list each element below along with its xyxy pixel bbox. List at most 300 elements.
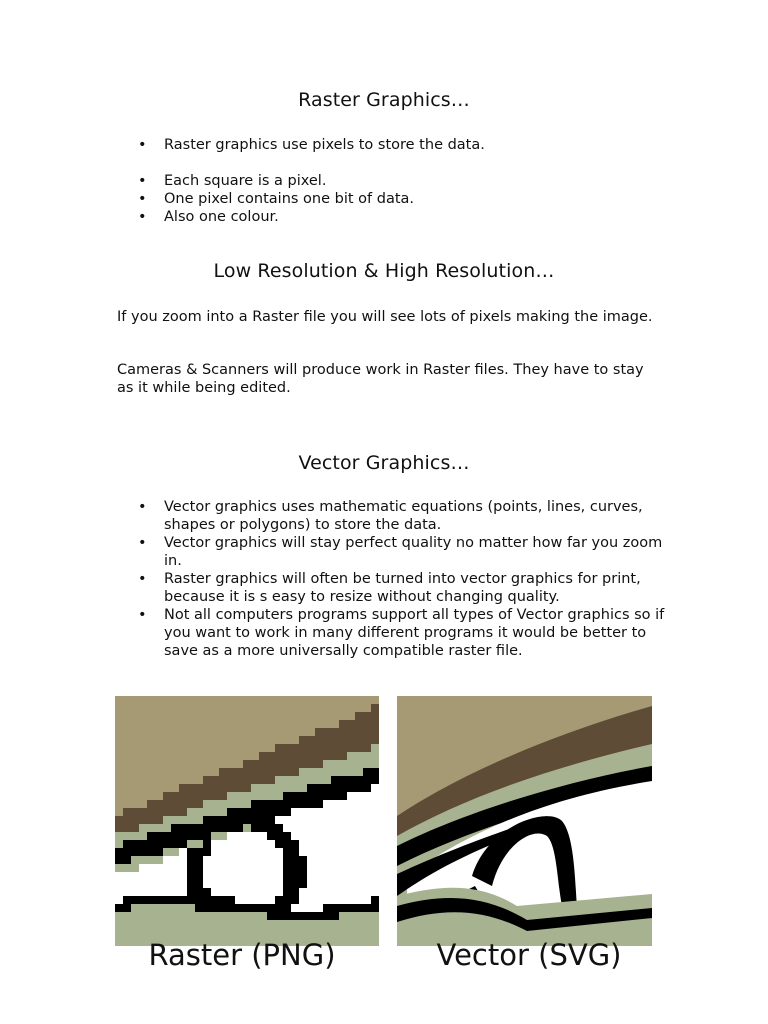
- raster-pixel: [355, 752, 363, 760]
- raster-pixel: [195, 696, 203, 704]
- raster-pixel: [243, 848, 251, 856]
- raster-pixel: [355, 848, 363, 856]
- raster-pixel: [155, 808, 163, 816]
- raster-pixel: [195, 832, 203, 840]
- raster-pixel: [235, 840, 243, 848]
- raster-pixel: [195, 824, 203, 832]
- raster-pixel: [163, 816, 171, 824]
- raster-pixel: [339, 880, 347, 888]
- raster-pixel: [123, 784, 131, 792]
- raster-pixel: [139, 832, 147, 840]
- raster-pixel: [363, 760, 371, 768]
- raster-pixel: [371, 872, 379, 880]
- raster-pixel: [291, 928, 299, 936]
- raster-pixel: [227, 888, 235, 896]
- raster-pixel: [203, 864, 211, 872]
- raster-pixel: [259, 696, 267, 704]
- raster-pixel: [147, 776, 155, 784]
- raster-pixel: [267, 720, 275, 728]
- raster-pixel: [179, 904, 187, 912]
- raster-pixel: [291, 720, 299, 728]
- raster-pixel: [187, 880, 195, 888]
- raster-pixel: [155, 824, 163, 832]
- raster-pixel: [195, 928, 203, 936]
- raster-pixel: [347, 840, 355, 848]
- raster-pixel: [323, 712, 331, 720]
- raster-pixel: [267, 840, 275, 848]
- raster-pixel: [355, 856, 363, 864]
- raster-pixel: [131, 832, 139, 840]
- raster-pixel: [235, 784, 243, 792]
- raster-pixel: [275, 712, 283, 720]
- raster-pixel: [339, 832, 347, 840]
- raster-pixel: [115, 904, 123, 912]
- raster-pixel: [331, 776, 339, 784]
- raster-pixel: [355, 744, 363, 752]
- raster-pixel: [323, 728, 331, 736]
- raster-pixel: [179, 912, 187, 920]
- raster-pixel: [163, 784, 171, 792]
- raster-pixel: [283, 800, 291, 808]
- raster-pixel: [171, 776, 179, 784]
- raster-pixel: [331, 888, 339, 896]
- raster-pixel: [331, 744, 339, 752]
- raster-pixel: [195, 800, 203, 808]
- raster-pixel: [283, 904, 291, 912]
- raster-pixel: [283, 888, 291, 896]
- raster-pixel: [267, 896, 275, 904]
- raster-pixel: [371, 696, 379, 704]
- raster-pixel: [339, 768, 347, 776]
- raster-pixel: [355, 768, 363, 776]
- raster-pixel: [347, 784, 355, 792]
- raster-pixel: [163, 792, 171, 800]
- raster-pixel: [139, 800, 147, 808]
- raster-pixel: [315, 928, 323, 936]
- raster-pixel: [371, 912, 379, 920]
- raster-pixel: [291, 736, 299, 744]
- raster-pixel: [147, 848, 155, 856]
- raster-pixel: [187, 696, 195, 704]
- raster-pixel: [323, 784, 331, 792]
- raster-pixel: [211, 832, 219, 840]
- raster-pixel: [163, 904, 171, 912]
- raster-pixel: [139, 824, 147, 832]
- raster-pixel: [299, 720, 307, 728]
- raster-pixel: [203, 840, 211, 848]
- raster-pixel: [131, 904, 139, 912]
- raster-pixel: [235, 712, 243, 720]
- raster-pixel: [235, 816, 243, 824]
- raster-pixel: [267, 768, 275, 776]
- raster-pixel: [203, 752, 211, 760]
- raster-pixel: [363, 848, 371, 856]
- raster-pixel: [115, 856, 123, 864]
- raster-pixel: [187, 736, 195, 744]
- raster-pixel: [243, 800, 251, 808]
- raster-pixel: [299, 824, 307, 832]
- raster-pixel: [227, 776, 235, 784]
- raster-pixel: [115, 752, 123, 760]
- raster-pixel: [323, 816, 331, 824]
- raster-pixel: [251, 912, 259, 920]
- raster-pixel: [275, 760, 283, 768]
- raster-pixel: [347, 808, 355, 816]
- raster-pixel: [171, 792, 179, 800]
- raster-pixel: [195, 856, 203, 864]
- raster-pixel: [291, 824, 299, 832]
- raster-pixel: [315, 856, 323, 864]
- raster-pixel: [227, 928, 235, 936]
- raster-pixel: [219, 864, 227, 872]
- raster-pixel: [139, 720, 147, 728]
- raster-pixel: [315, 728, 323, 736]
- raster-pixel: [131, 920, 139, 928]
- raster-pixel: [219, 928, 227, 936]
- raster-pixel: [363, 696, 371, 704]
- raster-pixel: [267, 824, 275, 832]
- raster-pixel: [267, 776, 275, 784]
- raster-pixel: [123, 792, 131, 800]
- raster-pixel: [163, 720, 171, 728]
- raster-pixel: [139, 704, 147, 712]
- raster-pixel: [211, 784, 219, 792]
- raster-pixel: [363, 872, 371, 880]
- raster-pixel: [371, 864, 379, 872]
- raster-pixel: [299, 856, 307, 864]
- vector-graphics-heading: Vector Graphics…: [298, 452, 470, 474]
- raster-pixel: [299, 760, 307, 768]
- list-item: • Each square is a pixel.: [117, 172, 677, 190]
- raster-pixel: [363, 752, 371, 760]
- raster-pixel: [163, 872, 171, 880]
- raster-pixel: [139, 840, 147, 848]
- raster-pixel: [211, 896, 219, 904]
- raster-pixel: [243, 864, 251, 872]
- raster-pixel: [147, 784, 155, 792]
- raster-pixel: [195, 904, 203, 912]
- raster-pixel: [283, 752, 291, 760]
- raster-pixel: [139, 808, 147, 816]
- raster-pixel: [179, 808, 187, 816]
- raster-pixel: [147, 832, 155, 840]
- raster-pixel: [211, 752, 219, 760]
- raster-pixel: [203, 920, 211, 928]
- raster-pixel: [371, 704, 379, 712]
- raster-pixel: [251, 864, 259, 872]
- raster-pixel: [147, 736, 155, 744]
- raster-pixel: [307, 792, 315, 800]
- raster-pixel: [275, 816, 283, 824]
- raster-pixel: [187, 832, 195, 840]
- raster-pixel: [179, 920, 187, 928]
- raster-pixel: [283, 784, 291, 792]
- raster-pixel: [147, 808, 155, 816]
- raster-pixel: [195, 760, 203, 768]
- raster-pixel: [315, 872, 323, 880]
- raster-pixel: [251, 896, 259, 904]
- raster-pixel: [227, 744, 235, 752]
- raster-pixel: [195, 912, 203, 920]
- raster-pixel: [155, 728, 163, 736]
- raster-pixel: [147, 720, 155, 728]
- raster-pixel: [363, 808, 371, 816]
- raster-pixel: [251, 840, 259, 848]
- raster-pixel: [355, 864, 363, 872]
- raster-pixel: [331, 856, 339, 864]
- raster-pixel: [187, 848, 195, 856]
- raster-pixel: [371, 792, 379, 800]
- raster-pixel: [171, 904, 179, 912]
- raster-pixel: [323, 920, 331, 928]
- raster-pixel: [267, 696, 275, 704]
- raster-pixel: [275, 736, 283, 744]
- raster-pixel: [171, 720, 179, 728]
- raster-pixel: [371, 776, 379, 784]
- raster-pixel: [243, 880, 251, 888]
- raster-pixel: [163, 896, 171, 904]
- raster-pixel: [323, 872, 331, 880]
- raster-pixel: [267, 736, 275, 744]
- raster-pixel: [323, 800, 331, 808]
- raster-pixel: [307, 728, 315, 736]
- raster-pixel: [243, 824, 251, 832]
- raster-pixel: [251, 704, 259, 712]
- raster-pixel: [339, 792, 347, 800]
- raster-pixel: [155, 712, 163, 720]
- raster-pixel: [195, 848, 203, 856]
- raster-pixel: [355, 832, 363, 840]
- raster-pixel: [259, 776, 267, 784]
- raster-pixel: [211, 808, 219, 816]
- raster-pixel: [251, 800, 259, 808]
- raster-pixel: [187, 928, 195, 936]
- raster-pixel: [123, 928, 131, 936]
- raster-pixel: [211, 848, 219, 856]
- raster-pixel: [123, 848, 131, 856]
- raster-pixel: [235, 696, 243, 704]
- raster-pixel: [291, 760, 299, 768]
- raster-pixel: [339, 704, 347, 712]
- raster-pixel: [187, 728, 195, 736]
- raster-pixel: [195, 704, 203, 712]
- raster-pixel: [355, 792, 363, 800]
- raster-pixel: [323, 864, 331, 872]
- resolution-paragraph-1: If you zoom into a Raster file you will see lots of pixels making the image.: [117, 309, 653, 325]
- raster-pixel: [163, 912, 171, 920]
- raster-pixel: [315, 736, 323, 744]
- raster-pixel: [339, 744, 347, 752]
- raster-pixel: [299, 752, 307, 760]
- raster-pixel: [299, 848, 307, 856]
- raster-pixel: [355, 920, 363, 928]
- raster-pixel: [123, 768, 131, 776]
- raster-pixel: [371, 848, 379, 856]
- raster-pixel: [187, 776, 195, 784]
- raster-pixel: [131, 800, 139, 808]
- raster-pixel: [163, 928, 171, 936]
- raster-pixel: [347, 752, 355, 760]
- raster-pixel: [259, 704, 267, 712]
- raster-pixel: [339, 864, 347, 872]
- raster-pixel: [123, 728, 131, 736]
- raster-pixel: [187, 864, 195, 872]
- raster-pixel: [339, 816, 347, 824]
- raster-pixel: [235, 752, 243, 760]
- raster-pixel: [363, 776, 371, 784]
- raster-pixel: [291, 896, 299, 904]
- raster-pixel: [283, 872, 291, 880]
- raster-pixel: [131, 912, 139, 920]
- raster-pixel: [235, 736, 243, 744]
- raster-pixel: [331, 696, 339, 704]
- raster-pixel: [363, 720, 371, 728]
- raster-pixel: [243, 808, 251, 816]
- raster-pixel: [115, 816, 123, 824]
- raster-pixel: [315, 776, 323, 784]
- raster-pixel: [275, 824, 283, 832]
- raster-pixel: [275, 856, 283, 864]
- raster-pixel: [235, 720, 243, 728]
- raster-pixel: [171, 784, 179, 792]
- raster-pixel: [227, 848, 235, 856]
- raster-pixel: [259, 856, 267, 864]
- raster-pixel: [259, 824, 267, 832]
- raster-pixel: [115, 768, 123, 776]
- raster-pixel: [131, 808, 139, 816]
- raster-pixel: [123, 720, 131, 728]
- raster-pixel: [283, 696, 291, 704]
- raster-pixel: [187, 768, 195, 776]
- raster-pixel: [315, 912, 323, 920]
- raster-pixel: [227, 736, 235, 744]
- raster-pixel: [259, 880, 267, 888]
- raster-pixel: [259, 768, 267, 776]
- raster-pixel: [115, 792, 123, 800]
- raster-pixel: [179, 784, 187, 792]
- raster-pixel: [203, 808, 211, 816]
- raster-pixel: [347, 792, 355, 800]
- raster-pixel: [163, 696, 171, 704]
- raster-pixel: [331, 728, 339, 736]
- raster-pixel: [275, 928, 283, 936]
- raster-pixel: [371, 800, 379, 808]
- raster-pixel: [251, 744, 259, 752]
- raster-pixel: [235, 760, 243, 768]
- raster-pixel: [307, 848, 315, 856]
- raster-pixel: [355, 888, 363, 896]
- raster-pixel: [219, 912, 227, 920]
- raster-pixel: [347, 872, 355, 880]
- raster-pixel: [203, 784, 211, 792]
- raster-pixel: [235, 848, 243, 856]
- raster-pixel: [243, 736, 251, 744]
- raster-pixel: [267, 784, 275, 792]
- raster-pixel: [371, 712, 379, 720]
- raster-pixel: [307, 888, 315, 896]
- raster-pixel: [291, 752, 299, 760]
- raster-pixel: [155, 744, 163, 752]
- raster-pixel: [347, 800, 355, 808]
- raster-pixel: [195, 840, 203, 848]
- raster-pixel: [211, 888, 219, 896]
- raster-pixel: [243, 816, 251, 824]
- raster-pixel: [291, 816, 299, 824]
- raster-pixel: [283, 768, 291, 776]
- raster-bullets-a: [117, 136, 677, 154]
- raster-pixel: [203, 832, 211, 840]
- raster-pixel: [155, 904, 163, 912]
- raster-pixel: [251, 824, 259, 832]
- raster-pixel: [219, 752, 227, 760]
- raster-pixel: [275, 704, 283, 712]
- raster-pixel: [339, 800, 347, 808]
- raster-pixel: [315, 712, 323, 720]
- raster-pixel: [203, 736, 211, 744]
- raster-pixel: [227, 856, 235, 864]
- raster-pixel: [187, 744, 195, 752]
- raster-pixel: [171, 744, 179, 752]
- raster-pixel: [339, 904, 347, 912]
- raster-pixel: [219, 760, 227, 768]
- raster-pixel: [243, 784, 251, 792]
- raster-pixel: [131, 864, 139, 872]
- raster-pixel: [363, 704, 371, 712]
- raster-pixel: [307, 752, 315, 760]
- raster-pixel: [203, 744, 211, 752]
- raster-pixel: [179, 928, 187, 936]
- raster-pixel: [235, 704, 243, 712]
- raster-pixel: [347, 712, 355, 720]
- raster-pixel: [219, 848, 227, 856]
- raster-pixel: [227, 840, 235, 848]
- raster-pixel: [259, 736, 267, 744]
- raster-pixel: [187, 840, 195, 848]
- raster-pixel: [171, 896, 179, 904]
- raster-pixel: [219, 784, 227, 792]
- raster-pixel: [203, 816, 211, 824]
- raster-pixel: [259, 800, 267, 808]
- raster-pixel: [323, 752, 331, 760]
- raster-pixel: [115, 864, 123, 872]
- raster-pixel: [275, 752, 283, 760]
- list-item: • One pixel contains one bit of data.: [117, 190, 677, 208]
- raster-pixel: [339, 856, 347, 864]
- raster-pixel: [243, 888, 251, 896]
- raster-pixel: [219, 824, 227, 832]
- raster-pixel: [371, 832, 379, 840]
- raster-pixel: [371, 888, 379, 896]
- raster-pixel: [163, 856, 171, 864]
- raster-pixel: [331, 720, 339, 728]
- raster-pixel: [115, 912, 123, 920]
- raster-pixel: [155, 792, 163, 800]
- raster-pixel: [323, 792, 331, 800]
- raster-pixel: [243, 928, 251, 936]
- raster-pixel: [227, 768, 235, 776]
- raster-pixel: [227, 792, 235, 800]
- raster-pixel: [203, 856, 211, 864]
- raster-pixel: [291, 840, 299, 848]
- raster-pixel: [259, 928, 267, 936]
- raster-pixel: [131, 816, 139, 824]
- raster-pixel: [339, 848, 347, 856]
- raster-pixel: [251, 904, 259, 912]
- raster-pixel: [259, 728, 267, 736]
- raster-pixel: [163, 864, 171, 872]
- raster-pixel: [155, 920, 163, 928]
- raster-pixel: [267, 744, 275, 752]
